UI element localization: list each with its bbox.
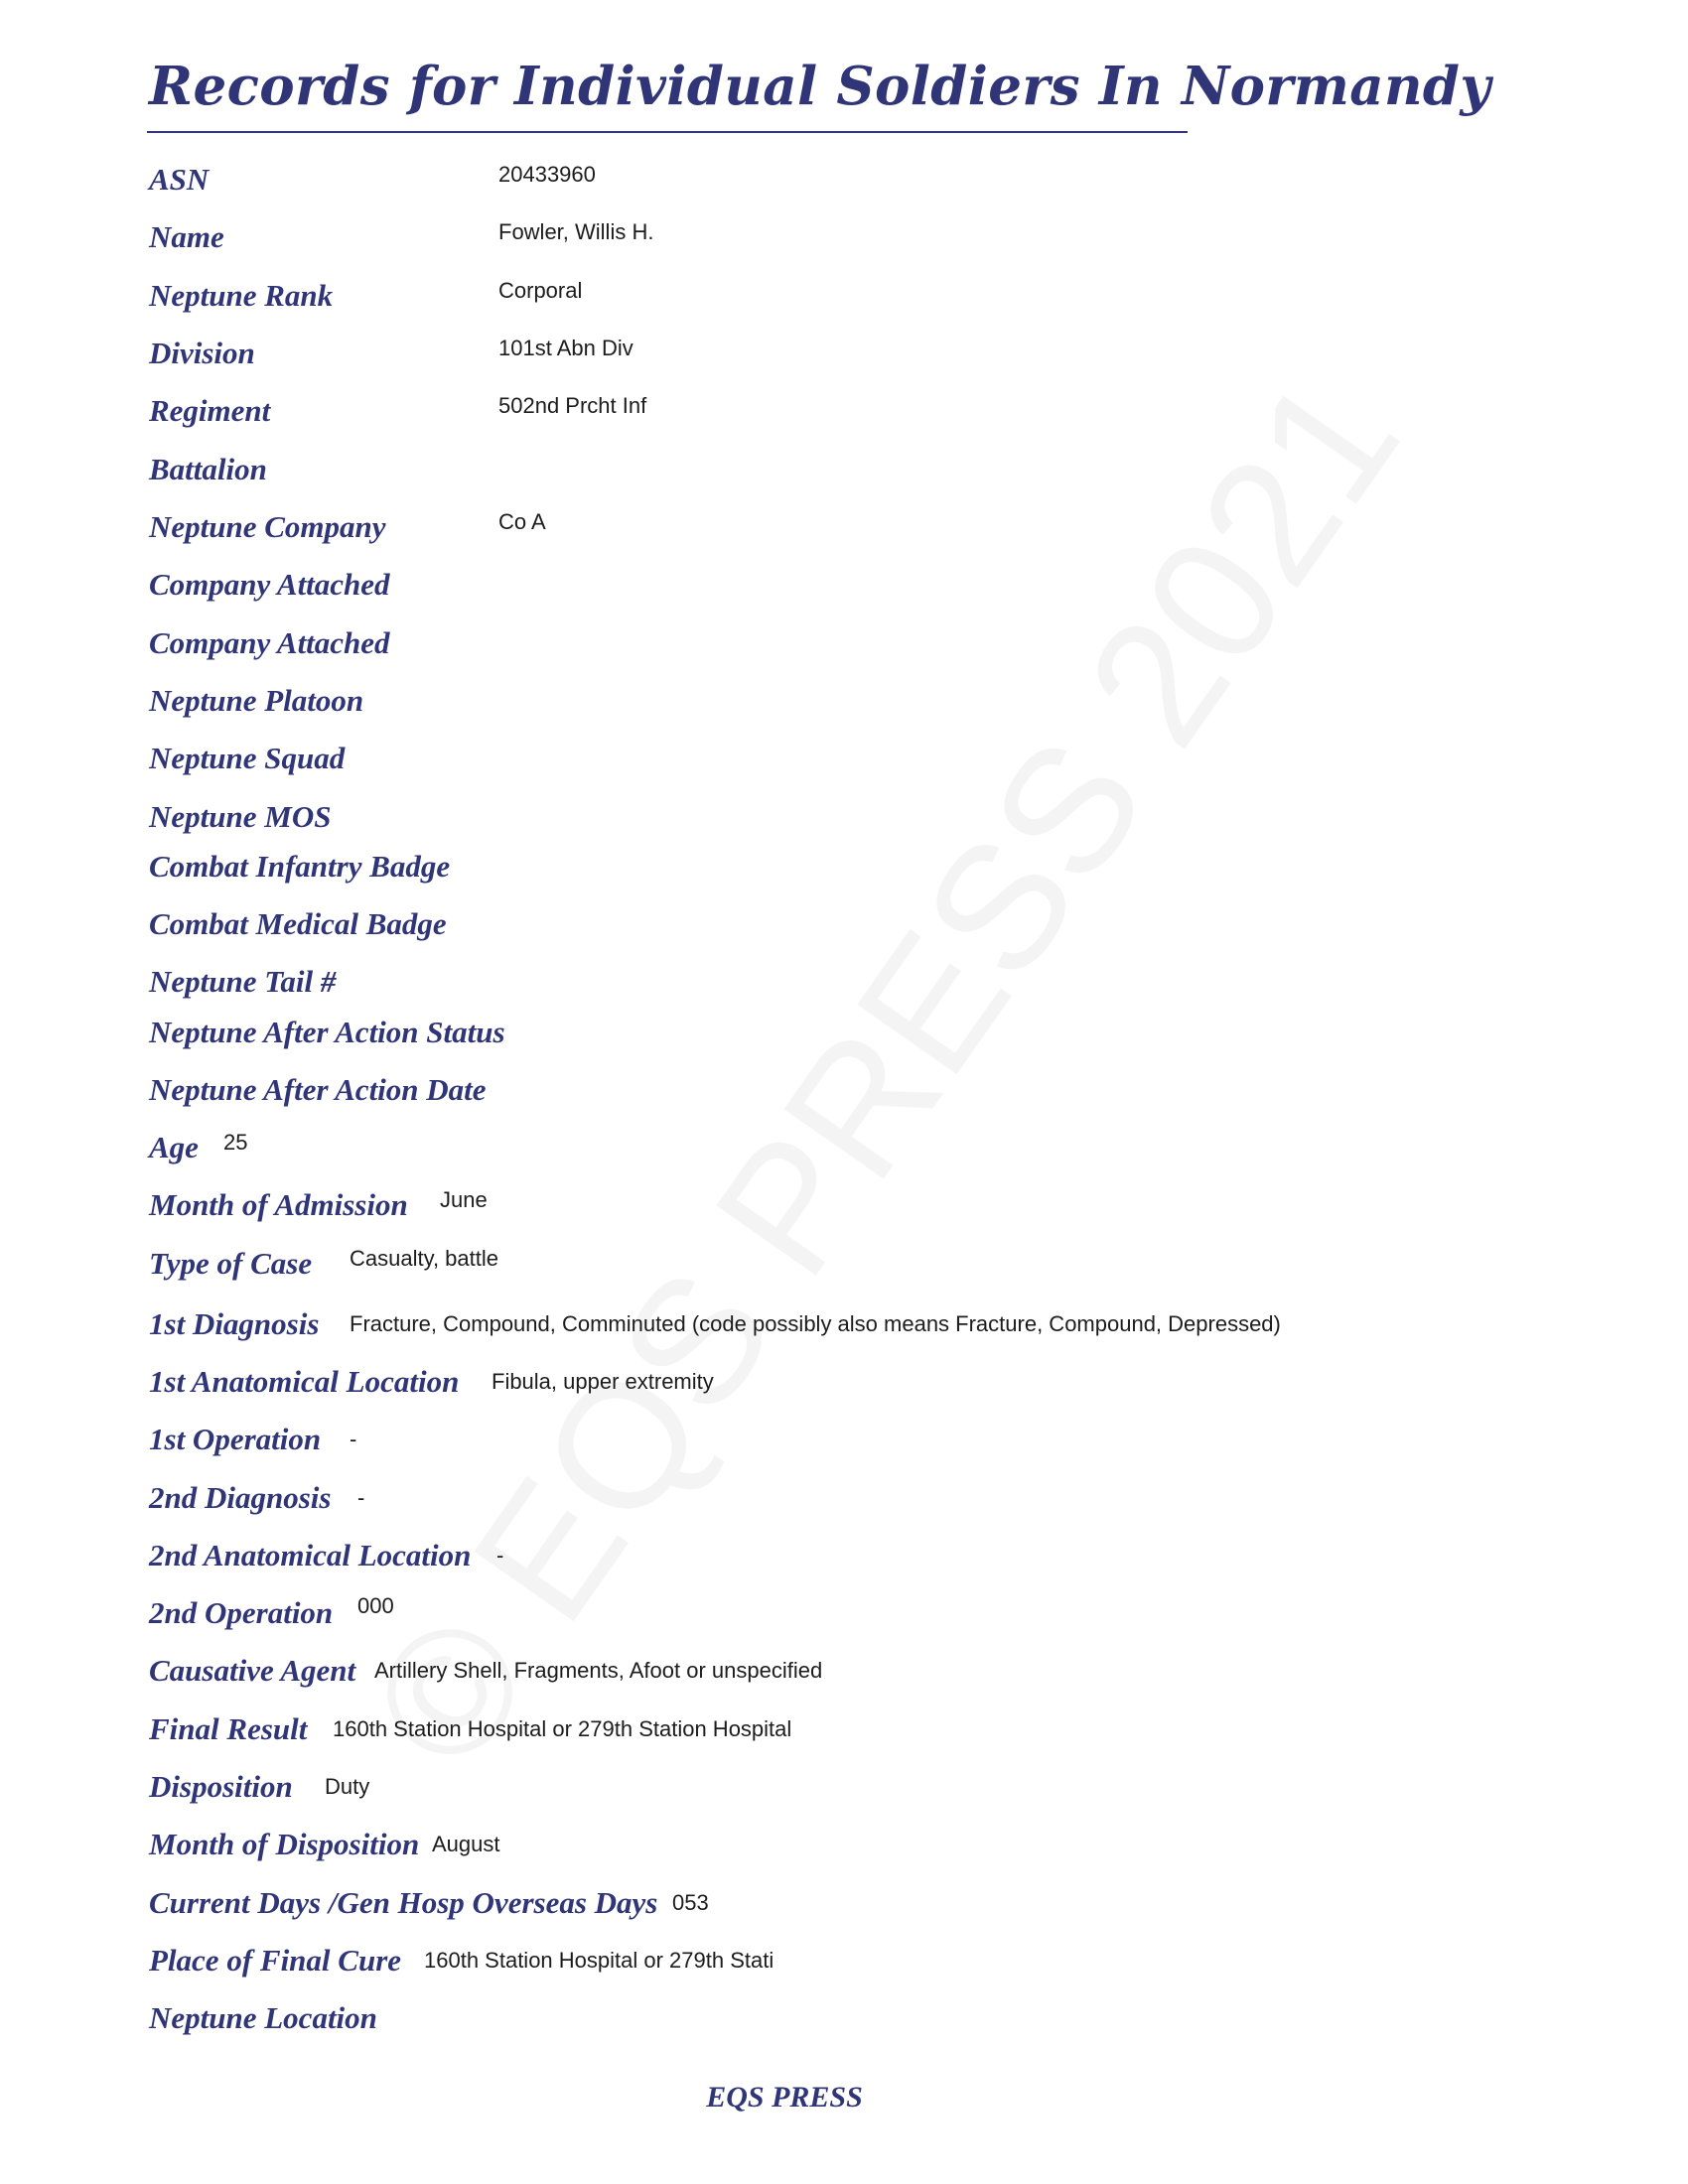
value-type-of-case: Casualty, battle bbox=[350, 1246, 499, 1271]
value-1st-operation: - bbox=[350, 1427, 357, 1451]
label-after-action-status: Neptune After Action Status bbox=[149, 1015, 505, 1049]
title-underline bbox=[147, 131, 1188, 133]
value-final-result: 160th Station Hospital or 279th Station Hospital bbox=[333, 1716, 792, 1741]
value-1st-diagnosis: Fracture, Compound, Comminuted (code possibly also means Fracture, Compound, Depressed) bbox=[350, 1311, 1281, 1336]
label-company-attached-2: Company Attached bbox=[149, 625, 390, 660]
label-disposition: Disposition bbox=[149, 1769, 293, 1804]
label-1st-operation: 1st Operation bbox=[149, 1422, 322, 1456]
value-neptune-rank: Corporal bbox=[498, 278, 583, 303]
label-company-attached: Company Attached bbox=[149, 567, 390, 602]
value-disposition: Duty bbox=[325, 1774, 370, 1799]
label-causative-agent: Causative Agent bbox=[149, 1653, 356, 1688]
value-2nd-operation: 000 bbox=[357, 1593, 394, 1618]
value-2nd-diagnosis: - bbox=[357, 1485, 365, 1510]
value-current-days: 053 bbox=[672, 1890, 709, 1915]
label-current-days: Current Days /Gen Hosp Overseas Days bbox=[149, 1885, 658, 1920]
label-neptune-company: Neptune Company bbox=[149, 509, 386, 544]
label-final-result: Final Result bbox=[149, 1711, 308, 1746]
value-causative-agent: Artillery Shell, Fragments, Afoot or unspecified bbox=[374, 1658, 823, 1683]
label-1st-anatomical-location: 1st Anatomical Location bbox=[149, 1364, 460, 1399]
label-combat-medical-badge: Combat Medical Badge bbox=[149, 906, 447, 941]
label-1st-diagnosis: 1st Diagnosis bbox=[149, 1306, 320, 1341]
page-title: Records for Individual Soldiers In Normandy bbox=[149, 56, 1491, 117]
label-after-action-date: Neptune After Action Date bbox=[149, 1072, 487, 1107]
value-asn: 20433960 bbox=[498, 162, 596, 187]
footer-publisher: EQS PRESS bbox=[706, 2081, 863, 2114]
label-regiment: Regiment bbox=[149, 393, 271, 428]
label-type-of-case: Type of Case bbox=[149, 1246, 313, 1281]
label-neptune-squad: Neptune Squad bbox=[149, 741, 346, 775]
label-neptune-platoon: Neptune Platoon bbox=[149, 683, 364, 718]
label-combat-infantry-badge: Combat Infantry Badge bbox=[149, 849, 451, 884]
label-division: Division bbox=[149, 336, 255, 370]
label-neptune-rank: Neptune Rank bbox=[149, 278, 334, 313]
value-2nd-anatomical-location: - bbox=[496, 1543, 504, 1568]
label-place-of-final-cure: Place of Final Cure bbox=[149, 1943, 402, 1978]
label-month-of-disposition: Month of Disposition bbox=[149, 1827, 420, 1861]
value-1st-anatomical-location: Fibula, upper extremity bbox=[492, 1369, 714, 1394]
label-asn: ASN bbox=[149, 162, 210, 197]
label-neptune-mos: Neptune MOS bbox=[149, 799, 332, 834]
value-age: 25 bbox=[223, 1130, 248, 1155]
value-regiment: 502nd Prcht Inf bbox=[498, 393, 647, 418]
label-2nd-anatomical-location: 2nd Anatomical Location bbox=[149, 1538, 472, 1572]
label-2nd-diagnosis: 2nd Diagnosis bbox=[149, 1480, 332, 1515]
label-neptune-tail: Neptune Tail # bbox=[149, 964, 337, 999]
label-2nd-operation: 2nd Operation bbox=[149, 1595, 334, 1630]
watermark bbox=[329, 341, 1438, 1803]
label-battalion: Battalion bbox=[149, 452, 267, 486]
label-age: Age bbox=[149, 1130, 199, 1164]
value-month-of-disposition: August bbox=[432, 1832, 500, 1856]
label-name: Name bbox=[149, 219, 224, 254]
value-place-of-final-cure: 160th Station Hospital or 279th Stati bbox=[424, 1948, 774, 1973]
label-neptune-location: Neptune Location bbox=[149, 2000, 377, 2035]
label-month-of-admission: Month of Admission bbox=[149, 1187, 408, 1222]
value-name: Fowler, Willis H. bbox=[498, 219, 654, 244]
value-division: 101st Abn Div bbox=[498, 336, 633, 360]
value-neptune-company: Co A bbox=[498, 509, 546, 534]
value-month-of-admission: June bbox=[440, 1187, 488, 1212]
